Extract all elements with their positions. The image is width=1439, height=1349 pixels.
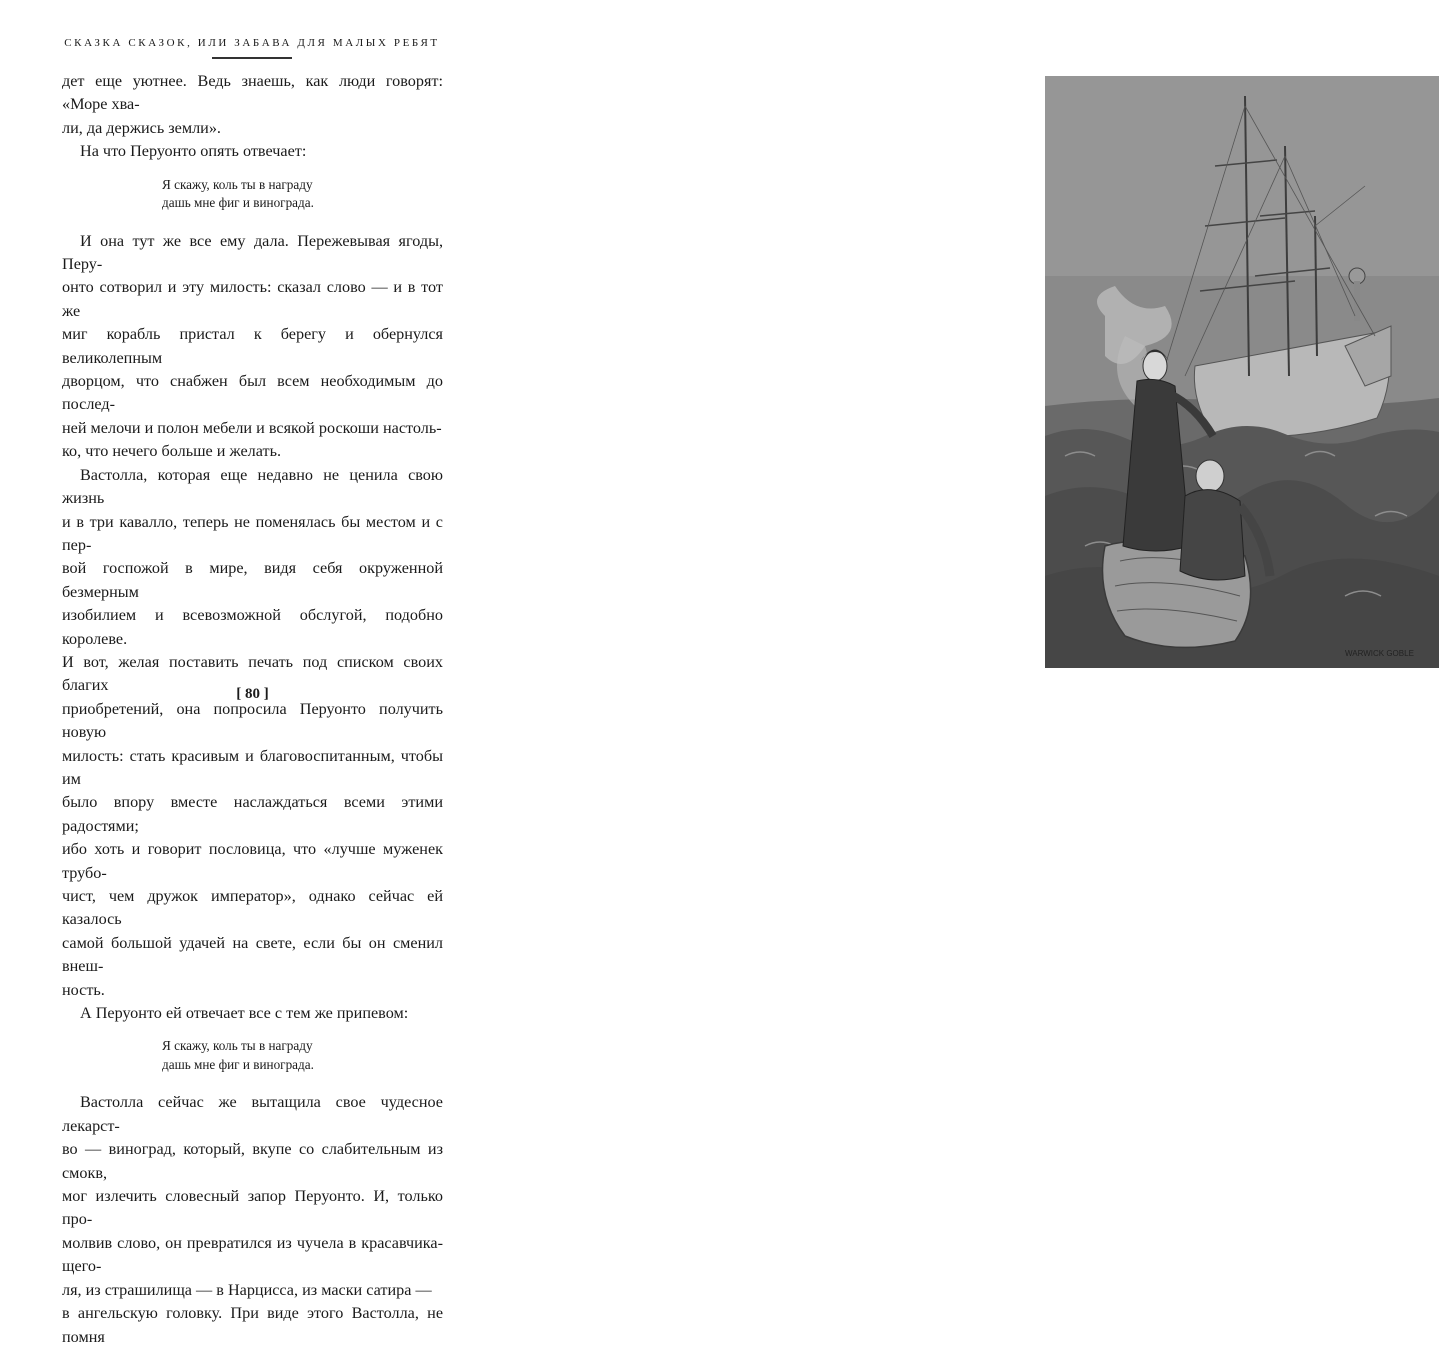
text-line: А Перуонто ей отвечает все с тем же припевом: [80,1004,409,1023]
illustrator-signature: WARWICK GOBLE [1345,649,1414,658]
text-line: На что Перуонто опять отвечает: [80,142,307,161]
text-line: ля, из страшилища — в Нарцисса, из маски сатира — [62,1280,432,1299]
text-line: было впору вместе наслаждаться всеми этими радостями; [62,793,443,835]
text-line: дворцом, что снабжен был всем необходимым до послед- [62,372,443,414]
text-line: и в три кавалло, теперь не поменялась бы местом и с пер- [62,512,443,554]
verse-line: дашь мне фиг и винограда. [162,1056,314,1072]
text-line: вой госпожой в мире, видя себя окруженной безмерным [62,559,443,601]
text-line: И вот, желая поставить печать под списком своих благих [62,652,443,695]
text-line: молвив слово, он превратился из чучела в красавчика-щего- [62,1233,443,1276]
verse-line: Я скажу, коль ты в награду [162,1038,313,1054]
verse-line: Я скажу, коль ты в награду [162,176,313,192]
text-line: в ангельскую головку. При виде этого Вастолла, не помня [62,1304,443,1346]
illustration-drawing [1045,76,1439,668]
body-text [62,70,443,1349]
text-line: чист, чем дружок император», однако сейчас ей казалось [62,887,443,929]
text-line: ли, да держись земли». [62,118,221,137]
verse-block [162,176,443,213]
text-line: И она тут же все ему дала. Пережевывая ягоды, Перу- [62,231,443,274]
text-line: ко, что нечего больше и желать. [62,442,282,461]
text-line: Вастолла, которая еще недавно не ценила свою жизнь [62,465,443,508]
right-page [500,0,1414,750]
text-line: мог излечить словесный запор Перуонто. И, только про- [62,1187,443,1229]
running-head: СКАЗКА СКАЗОК, ИЛИ ЗАБАВА ДЛЯ МАЛЫХ РЕБЯТ [64,37,440,49]
page-number: [ 80 ] [236,686,269,702]
text-line: ибо хоть и говорит пословица, что «лучше муженек трубо- [62,840,443,882]
verse-line: дашь мне фиг и винограда. [162,195,314,211]
text-line: ность. [62,980,105,999]
text-line: ней мелочи и полон мебели и всякой роскоши настоль- [62,418,442,437]
ship-and-boat-illustration [1045,76,1439,668]
running-head-rule [212,57,292,59]
text-line: изобилием и всевозможной обслугой, подобно королеве. [62,606,443,648]
verse-block [162,1037,443,1074]
text-line: миг корабль пристал к берегу и обернулся великолепным [62,325,443,367]
text-line: милость: стать красивым и благовоспитанным, чтобы им [62,746,443,788]
text-line: онто сотворил и эту милость: сказал слово — и в тот же [62,278,443,320]
text-line: во — виноград, который, вкупе со слабительным из смокв, [62,1140,443,1182]
left-page [0,0,500,1346]
text-line: самой большой удачей на свете, если бы он сменил внеш- [62,933,443,976]
text-line: Вастолла сейчас же вытащила свое чудесное лекарст- [62,1093,443,1135]
text-line: приобретений, она попросила Перуонто получить новую [62,699,443,742]
text-line: дет еще уютнее. Ведь знаешь, как люди говорят: «Море хва- [62,72,443,114]
